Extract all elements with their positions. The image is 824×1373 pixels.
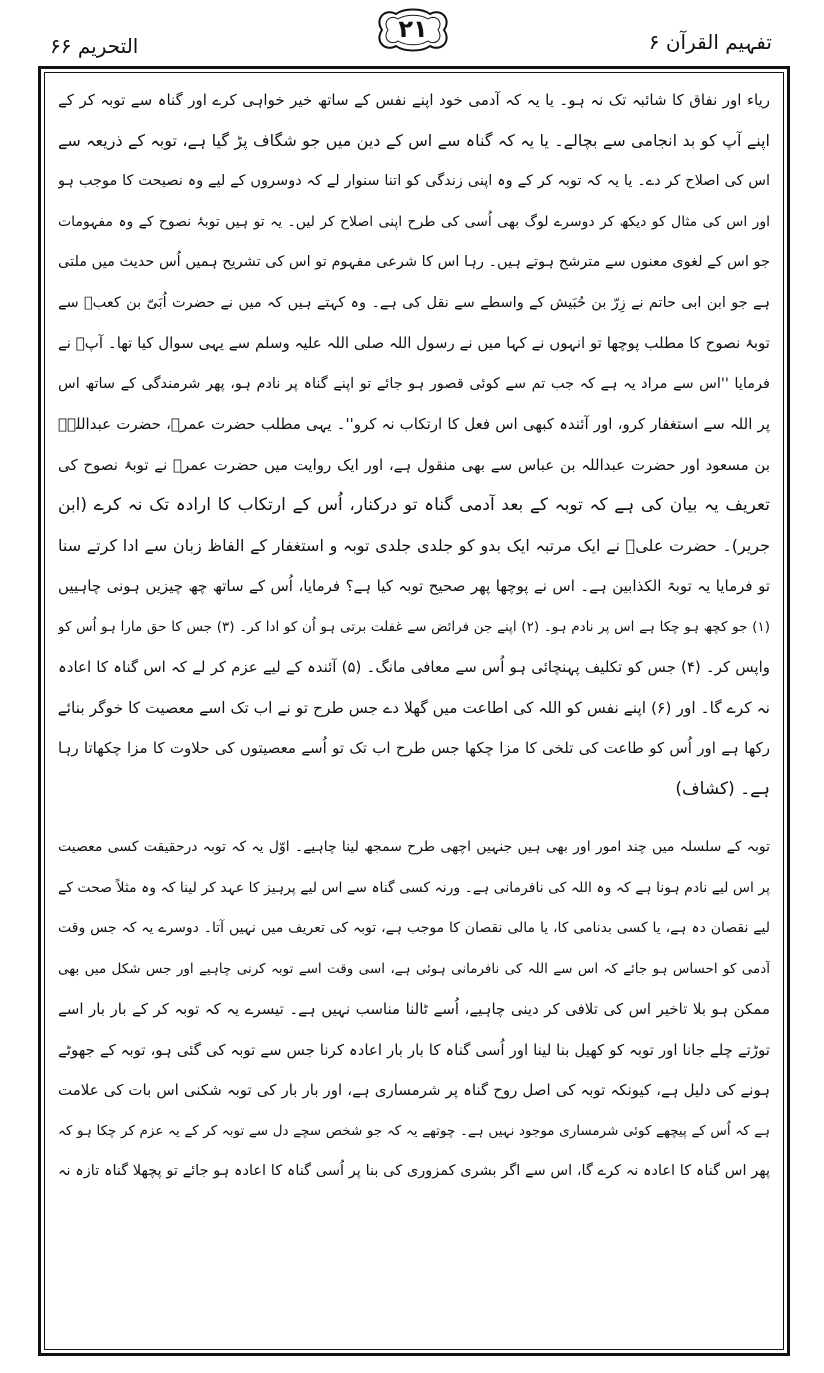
text-line: ہے جو ابن ابی حاتم نے زِرّ بن حُبَیش کے واسطے سے نقل کی ہے۔ وہ کہتے ہیں کہ میں نے حضرت اُبَیّ بن کعبؓ سے (58, 294, 770, 311)
text-line: پر اللہ سے استغفار کرو، اور آئندہ کبھی اس فعل کا ارتکاب نہ کرو''۔ یہی مطلب حضرت عمرؓ، حضرت عبداللہؓ (58, 415, 770, 433)
text-line: پر اس لیے نادم ہونا ہے کہ وہ اللہ کی نافرمانی ہے۔ ورنہ کسی گناہ سے اس لیے پرہیز کا عہد کر لینا کہ وہ مثلاً صحت کے (58, 879, 770, 896)
text-line: پھر اس گناہ کا اعادہ نہ کرے گا، اس سے اگر بشری کمزوری کی بنا پر اُسی گناہ کا اعادہ ہو جائے تو پچھلا گناہ تازہ نہ (58, 1163, 770, 1179)
text-line: تعریف یہ بیان کی ہے کہ توبہ کے بعد آدمی گناہ تو درکنار، اُس کے ارتکاب کا ارادہ تک نہ کرے (ابن (58, 495, 770, 515)
page-body (58, 80, 770, 1342)
text-line: رکھا ہے اور اُس کو طاعت کی تلخی کا مزا چکھا جس طرح اب تک تو اُسے معصیتوں کی حلاوت کا مزا چکھاتا رہا (58, 739, 770, 757)
text-line: اس کی اصلاح کر دے۔ یا یہ کہ توبہ کر کے وہ اپنی زندگی کو اتنا سنوار لے کہ دوسروں کے لیے وہ نصیحت کا موجب ہو (58, 173, 770, 189)
text-line: توبہ کے سلسلہ میں چند امور اور بھی ہیں جنہیں اچھی طرح سمجھ لینا چاہیے۔ اوّل یہ کہ توبہ درحقیقت کسی معصیت (58, 839, 770, 855)
page-number-badge (372, 6, 454, 54)
text-line: ہونے کی دلیل ہے، کیونکہ توبہ کی اصل روح گناہ پر شرمساری ہے، اور بار بار کی توبہ شکنی اس بات کی علامت (58, 1081, 770, 1099)
text-line: توڑتے چلے جانا اور توبہ کو کھیل بنا لینا اور اُسی گناہ کا بار بار اعادہ کرنا جس سے توبہ کی گئی ہو، توبہ کے جھوٹے (58, 1040, 770, 1059)
text-line: اپنے آپ کو بد انجامی سے بچالے۔ یا یہ کہ گناہ سے اس کے دین میں جو شگاف پڑ گیا ہے، توبہ کے ذریعہ سے (58, 130, 770, 150)
paragraph-tawba-matters (58, 827, 770, 1192)
text-line: تو فرمایا یہ توبۃ الکذابین ہے۔ اس نے پوچھا پھر صحیح توبہ کیا ہے؟ فرمایا، اُس کے ساتھ چھ چیزیں ہونی چاہییں (58, 577, 770, 595)
running-head-surah-title: التحریم ۶۶ (50, 34, 139, 58)
text-line: توبۂ نصوح کا مطلب پوچھا تو انہوں نے کہا میں نے رسول اللہ صلی اللہ علیہ وسلم سے یہی سوال کیا تھا۔ آپؐ نے (58, 334, 770, 352)
text-line: اور اس کی مثال کو دیکھ کر دوسرے لوگ بھی اُسی کی طرح اپنی اصلاح کر لیں۔ یہ تو ہیں توبۂ نصوح کے وہ مفہومات (58, 213, 770, 230)
text-line: ہے۔ (کشاف) (675, 778, 770, 799)
paragraph-tawba-definition (58, 80, 770, 809)
text-line: ریاء اور نفاق کا شائبہ تک نہ ہو۔ یا یہ کہ آدمی خود اپنے نفس کے ساتھ خیر خواہی کرے اور گناہ سے توبہ کر کے (58, 91, 770, 109)
text-line: ممکن ہو بلا تاخیر اس کی تلافی کر دینی چاہیے، اُسے ٹالنا مناسب نہیں ہے۔ تیسرے یہ کہ توبہ کر کے بار بار اسے (58, 1000, 770, 1018)
text-line: نہ کرے گا۔ اور (۶) اپنے نفس کو اللہ کی اطاعت میں گھلا دے جس طرح تو نے اب تک اسے معصیت کا خوگر بنائے (58, 698, 770, 717)
text-line: جو اس کے لغوی معنوں سے مترشح ہوتے ہیں۔ رہا اس کا شرعی مفہوم تو اس کی تشریح ہمیں اُس حدیث میں ملتی (58, 254, 770, 270)
text-line: بن مسعود اور حضرت عبداللہ بن عباس سے بھی منقول ہے، اور ایک روایت میں حضرت عمرؓ نے توبۂ نصوح کی (58, 455, 770, 474)
page-number: ۲۱ (398, 15, 428, 43)
text-line: لیے نقصان دہ ہے، یا کسی بدنامی کا، یا مالی نقصان کا موجب ہے، توبہ کی تعریف میں نہیں آتا۔ دوسرے یہ کہ جس وقت (58, 920, 770, 936)
paragraph-spacer (58, 809, 770, 827)
text-line: (۱) جو کچھ ہو چکا ہے اس پر نادم ہو۔ (۲) اپنے جن فرائض سے غفلت برتی ہو اُن کو ادا کر۔ (۳) جس کا حق مارا ہو اُس کو (58, 618, 770, 635)
text-line: فرمایا ''اس سے مراد یہ ہے کہ جب تم سے کوئی قصور ہو جائے تو اپنے گناہ پر نادم ہو، پھر شرمندگی کے ساتھ اس (58, 375, 770, 392)
text-line: آدمی کو احساس ہو جائے کہ اس سے اللہ کی نافرمانی ہوئی ہے، اسی وقت اسے توبہ کرنی چاہیے اور جس شکل میں بھی (58, 960, 770, 977)
running-head-book-title: تفہیم القرآن ۶ (648, 30, 772, 54)
text-line: واپس کر۔ (۴) جس کو تکلیف پہنچائی ہو اُس سے معافی مانگ۔ (۵) آئندہ کے لیے عزم کر لے کہ اس گناہ کا اعادہ (58, 658, 770, 676)
text-line: جریر)۔ حضرت علیؓ نے ایک مرتبہ ایک بدو کو جلدی جلدی توبہ و استغفار کے الفاظ زبان سے ادا کرتے سنا (58, 535, 770, 555)
text-line: ہے کہ اُس کے پیچھے کوئی شرمساری موجود نہیں ہے۔ چوتھے یہ کہ جو شخص سچے دل سے توبہ کر کے یہ عزم کر چکا ہو کہ (58, 1122, 770, 1139)
